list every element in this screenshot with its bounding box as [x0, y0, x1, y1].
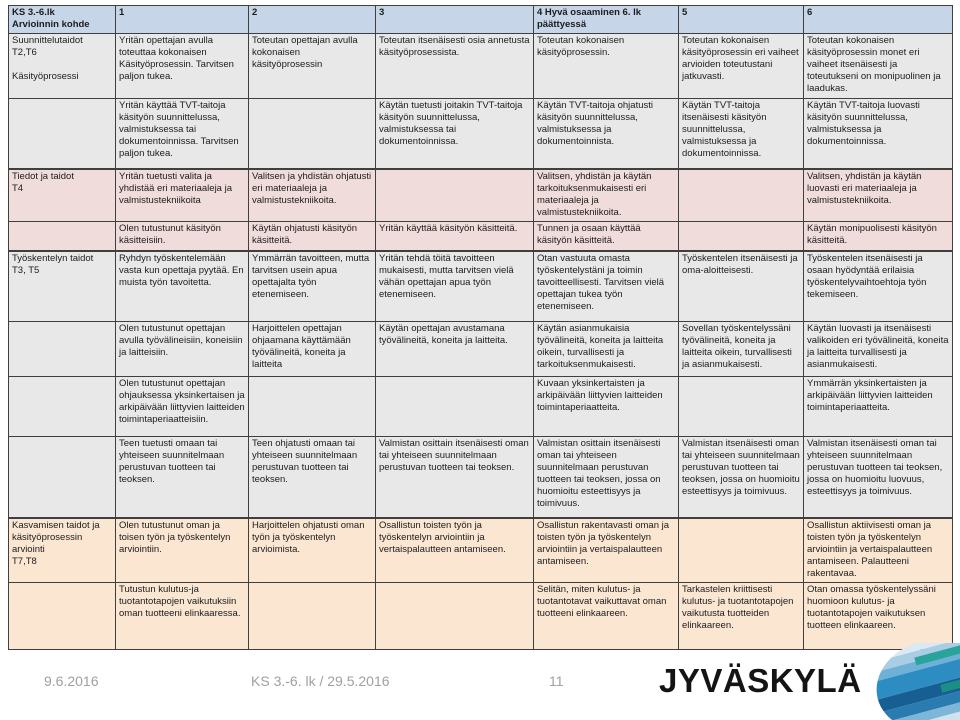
footer-doc-ref: KS 3.-6. lk / 29.5.2016 [251, 673, 390, 689]
header-row [9, 6, 953, 34]
rubric-cell: Yritän tuetusti valita ja yhdistää eri materiaaleja ja valmistustekniikoita [116, 169, 249, 221]
header-cell-1: 1 [116, 6, 249, 34]
rubric-cell: Valmistan osittain itsenäisesti oman tai yhteiseen suunnitelmaan perustuvan tuotteen tai teoksen. [376, 437, 534, 518]
rubric-cell [249, 98, 376, 169]
rubric-cell: Harjoittelen ohjatusti oman työn ja työskentelyn arvioimista. [249, 518, 376, 583]
rubric-cell: Valmistan osittain itsenäisesti oman tai yhteiseen suunnitelmaan perustuvan tuotteen tai teoksen, jossa on huomioitu esteettisyys ja toimivuus. [534, 437, 679, 518]
rubric-cell: Käytän asianmukaisia työvälineitä, koneita ja laitteita oikein, turvallisesti ja tarkoituksenmukaisesti. [534, 322, 679, 377]
table-row [9, 437, 953, 518]
rubric-cell: Olen tutustunut oman ja toisen työn ja työskentelyn arviointiin. [116, 518, 249, 583]
rubric-table [8, 5, 953, 650]
rubric-cell: Käytän TVT-taitoja luovasti käsityön suunnittelussa, valmistuksessa ja dokumentoinnissa. [804, 98, 953, 169]
table-row [9, 222, 953, 251]
header-cell-3: 3 [376, 6, 534, 34]
rubric-cell: Toteutan kokonaisen käsityöprosessin monet eri vaiheet itsenäisesti ja toteutukseni on monipuolinen ja laadukas. [804, 33, 953, 98]
rubric-cell: Työskentelen itsenäisesti ja osaan hyödyntää erilaisia työskentelyvaihtoehtoja työn tekemiseen. [804, 251, 953, 322]
rubric-cell [679, 222, 804, 251]
rubric-cell [679, 518, 804, 583]
table-row [9, 33, 953, 98]
header-cell-2: 2 [249, 6, 376, 34]
header-cell-5: 5 [679, 6, 804, 34]
rubric-table-body [9, 33, 953, 649]
row-label-cell [9, 322, 116, 377]
rubric-cell: Käytän luovasti ja itsenäisesti valikoiden eri työvälineitä, koneita ja laitteita turvallisesti ja asianmukaisesti. [804, 322, 953, 377]
rubric-cell [679, 169, 804, 221]
rubric-cell: Ymmärrän yksinkertaisten ja arkipäivään liittyvien laitteiden toimintaperiaatteita. [804, 377, 953, 437]
rubric-cell [249, 377, 376, 437]
header-cell-4: 4 Hyvä osaaminen 6. lk päättyessä [534, 6, 679, 34]
row-label-cell [9, 98, 116, 169]
rubric-cell: Ryhdyn työskentelemään vasta kun opettaja pyytää. En muista työn tavoitetta. [116, 251, 249, 322]
rubric-cell: Käytän tuetusti joitakin TVT-taitoja käsityön suunnittelussa, valmistuksessa tai dokumentoinnissa. [376, 98, 534, 169]
rubric-cell: Käytän opettajan avustamana työvälineitä, koneita ja laitteita. [376, 322, 534, 377]
rubric-cell [249, 583, 376, 650]
rubric-cell: Osallistun rakentavasti oman ja toisten työn ja työskentelyn arviointiin ja vertaispalautteen antamiseen. [534, 518, 679, 583]
rubric-cell: Ymmärrän tavoitteen, mutta tarvitsen usein apua opettajalta työn etenemiseen. [249, 251, 376, 322]
table-row [9, 322, 953, 377]
row-label-cell: Tiedot ja taidot T4 [9, 169, 116, 221]
rubric-cell: Tutustun kulutus-ja tuotantotapojen vaikutuksiin oman tuotteeni elinkaaressa. [116, 583, 249, 650]
rubric-cell: Kuvaan yksinkertaisten ja arkipäivään liittyvien laitteiden toimintaperiaatteita. [534, 377, 679, 437]
rubric-cell: Yritän käyttää TVT-taitoja käsityön suunnittelussa, valmistuksessa tai dokumentoinnissa. Tarvitsen paljon tukea. [116, 98, 249, 169]
rubric-cell: Olen tutustunut opettajan ohjauksessa yksinkertaisen ja arkipäivään liittyvien laitteiden toimintaperiaatteisiin. [116, 377, 249, 437]
row-label-cell [9, 583, 116, 650]
table-row [9, 583, 953, 650]
row-label-cell: Kasvamisen taidot ja käsityöprosessin arviointi T7,T8 [9, 518, 116, 583]
rubric-cell: Käytän TVT-taitoja itsenäisesti käsityön suunnittelussa, valmistuksessa ja dokumentoinnissa. [679, 98, 804, 169]
rubric-cell: Teen tuetusti omaan tai yhteiseen suunnitelmaan perustuvan tuotteen tai teoksen. [116, 437, 249, 518]
rubric-cell: Valitsen, yhdistän ja käytän tarkoituksenmukaisesti eri materiaaleja ja valmistustekniikoita. [534, 169, 679, 221]
rubric-cell [376, 377, 534, 437]
rubric-cell: Valitsen ja yhdistän ohjatusti eri materiaaleja ja valmistustekniikoita. [249, 169, 376, 221]
header-cell-6: 6 [804, 6, 953, 34]
jyvaskyla-logo-icon [870, 643, 960, 720]
rubric-cell: Toteutan itsenäisesti osia annetusta käsityöprosessista. [376, 33, 534, 98]
rubric-cell [679, 377, 804, 437]
rubric-cell: Yritän opettajan avulla toteuttaa kokonaisen Käsityöprosessin. Tarvitsen paljon tukea. [116, 33, 249, 98]
footer-date: 9.6.2016 [44, 673, 99, 689]
rubric-cell: Toteutan kokonaisen käsityöprosessin eri vaiheet arvioiden toteutustani jatkuvasti. [679, 33, 804, 98]
rubric-cell: Teen ohjatusti omaan tai yhteiseen suunnitelmaan perustuvan tuotteen tai teoksen. [249, 437, 376, 518]
rubric-cell: Valitsen, yhdistän ja käytän luovasti eri materiaaleja ja valmistustekniikoita. [804, 169, 953, 221]
table-row [9, 169, 953, 221]
header-cell-kohde: KS 3.-6.lk Arvioinnin kohde [9, 6, 116, 34]
rubric-cell [376, 169, 534, 221]
rubric-cell: Työskentelen itsenäisesti ja oma-aloitteisesti. [679, 251, 804, 322]
rubric-cell: Yritän tehdä töitä tavoitteen mukaisesti, mutta tarvitsen vielä vähän opettajan apua työn etenemiseen. [376, 251, 534, 322]
table-row [9, 377, 953, 437]
rubric-cell [376, 583, 534, 650]
table-row [9, 518, 953, 583]
rubric-cell: Käytän TVT-taitoja ohjatusti käsityön suunnittelussa, valmistuksessa ja dokumentoinnista. [534, 98, 679, 169]
rubric-cell: Otan vastuuta omasta työskentelystäni ja toimin tavoitteellisesti. Tarvitsen vielä opettajan tukea työn etenemiseen. [534, 251, 679, 322]
rubric-cell: Selitän, miten kulutus- ja tuotantotavat vaikuttavat oman tuotteeni elinkaareen. [534, 583, 679, 650]
rubric-cell: Yritän käyttää käsityön käsitteitä. [376, 222, 534, 251]
row-label-cell [9, 222, 116, 251]
rubric-cell: Käytän monipuolisesti käsityön käsitteitä. [804, 222, 953, 251]
rubric-cell: Toteutan opettajan avulla kokonaisen käsityöprosessin [249, 33, 376, 98]
rubric-cell: Harjoittelen opettajan ohjaamana käyttämään työvälineitä, koneita ja laitteita [249, 322, 376, 377]
table-row [9, 98, 953, 169]
rubric-cell: Valmistan itsenäisesti oman tai yhteiseen suunnitelmaan perustuvan tuotteen tai teoksen, jossa on huomioitu luovuus, esteettisyys ja toimivuus. [804, 437, 953, 518]
table-row [9, 251, 953, 322]
row-label-cell [9, 377, 116, 437]
rubric-cell: Olen tutustunut opettajan avulla työvälineisiin, koneisiin ja laitteisiin. [116, 322, 249, 377]
rubric-cell: Valmistan itsenäisesti oman tai yhteiseen suunnitelmaan perustuvan tuotteen tai teoksen, jossa on huomioitu esteettisyys ja toimivuus. [679, 437, 804, 518]
footer-page-number: 11 [549, 673, 564, 689]
rubric-cell: Sovellan työskentelyssäni työvälineitä, koneita ja laitteita oikein, turvallisesti ja asianmukaisesti. [679, 322, 804, 377]
jyvaskyla-wordmark: JYVÄSKYLÄ [659, 662, 862, 699]
rubric-cell: Toteutan kokonaisen käsityöprosessin. [534, 33, 679, 98]
rubric-cell: Osallistun toisten työn ja työskentelyn arviointiin ja vertaispalautteen antamiseen. [376, 518, 534, 583]
rubric-cell: Käytän ohjatusti käsityön käsitteitä. [249, 222, 376, 251]
row-label-cell [9, 437, 116, 518]
rubric-cell: Tarkastelen kriittisesti kulutus- ja tuotantotapojen vaikutusta tuotteiden elinkaareen. [679, 583, 804, 650]
rubric-cell: Otan omassa työskentelyssäni huomioon kulutus- ja tuotantotapojen vaikutuksen tuotteen elinkaareen. [804, 583, 953, 650]
rubric-cell: Olen tutustunut käsityön käsitteisiin. [116, 222, 249, 251]
row-label-cell: Suunnittelutaidot T2,T6 Käsityöprosessi [9, 33, 116, 98]
rubric-cell: Tunnen ja osaan käyttää käsityön käsitteitä. [534, 222, 679, 251]
row-label-cell: Työskentelyn taidot T3, T5 [9, 251, 116, 322]
rubric-cell: Osallistun aktiivisesti oman ja toisten työn ja työskentelyn arviointiin ja vertaispalautteen antamiseen. Palautteeni rakentavaa. [804, 518, 953, 583]
